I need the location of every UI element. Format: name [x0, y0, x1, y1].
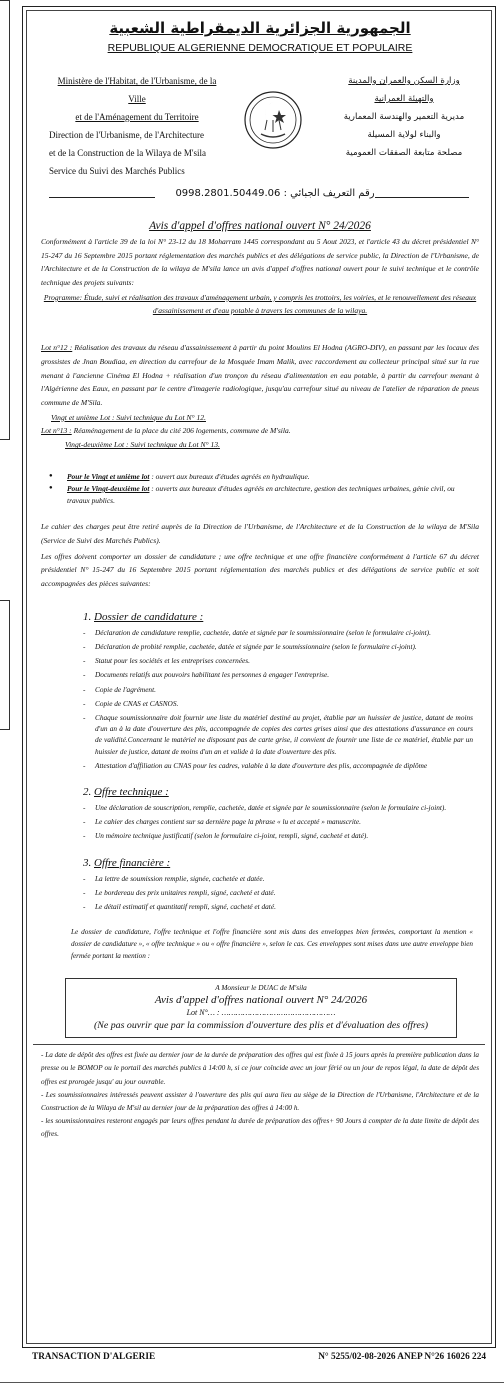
list-item: - Attestation d'affiliation au CNAS pour les cadres, valable à la date d'ouverture des plis, accompagnée de diplôme: [83, 760, 479, 771]
technique-list: [83, 802, 479, 842]
offres-paragraph: Les offres doivent comporter un dossier de candidature ; une offre technique et une offre financière conformément à l'article 67 du décret présidentiel N° 15-247 du 16 Septembre 2015 portant réglementation des marchés publics et des délégations de service public et soit accompagnées des pièces suivantes:: [41, 551, 479, 589]
envelope-label-box: [65, 978, 457, 1038]
divider: [0, 1382, 504, 1383]
adjacent-column-frame: [0, 0, 10, 440]
section-number: 3.: [83, 856, 92, 869]
ministry-fr-line: Service du Suivi des Marchés Publics: [49, 166, 185, 176]
publication-footer: [22, 1352, 496, 1368]
adjacent-column-frame-lower: [0, 600, 10, 730]
box-lot: Lot N°… : …………………………………………: [186, 1008, 336, 1018]
lot-12-paragraph: [41, 341, 479, 410]
ministry-fr-line: et de l'Aménagement du Territoire: [75, 112, 199, 122]
list-item: [49, 483, 479, 506]
newspaper-name: TRANSACTION D'ALGERIE: [32, 1352, 156, 1362]
lot-22-follow: Vingt-deuxième Lot : Suivi technique du Lot N° 13.: [65, 440, 220, 450]
list-item: - Déclaration de candidature remplie, cachetée, datée et signée par le soumissionnaire (selon le formulaire ci-joint).: [83, 627, 479, 638]
list-item: - Déclaration de probité remplie, cachetée, datée et signée par le soumissionnaire (selon le formulaire ci-joint).: [83, 641, 479, 652]
cahier-paragraph: Le cahier des charges peut être retiré auprès de la Direction de l'Urbanisme, de l'Architecture et de la Construction de la wilaya de M'Sila (Service de Suivi des Marchés Publics).: [41, 522, 479, 545]
arabic-republic-title: الجمهورية الجزائرية الديمقراطية الشعبية: [109, 19, 411, 37]
list-item: - Le détail estimatif et quantitatif rempli, signé, cacheté et daté.: [83, 901, 479, 912]
section-title: [83, 786, 479, 798]
list-item: - Le cahier des charges contient sur sa dernière page la phrase « lu et accepté » manuscrite.: [83, 816, 479, 827]
list-item: - Un mémoire technique justificatif (selon le formulaire ci-joint, rempli, signé, cacheté et daté).: [83, 830, 479, 841]
lot-13-label: Lot n°13 :: [41, 425, 72, 435]
section-number: 2.: [83, 785, 92, 798]
notice-inner-frame: [26, 10, 492, 1344]
fiscal-id-row: [41, 186, 479, 208]
lot-12-text: Réalisation des travaux du réseau d'assainissement à partir du point Moulins El Hodna (AGRO-DIV), en passant par les locaux des grossistes de Jnan Boudiaa, en direction du carrefour de la Mosquée Imam Malik, avec raccordement au collecteur principal situé sur la rue menant à l'ancienne Cinéma El Hodna + réalisation d'un tronçon du réseau d'alimentation en eau potable, à partir du carrefour menant à l'Algérienne des Eaux, en passant par le centre d'imagerie radiologique, jusqu'au carrefour situé au niveau de l'atelier de réparation de pneus commune de M'Sila.: [41, 343, 479, 408]
list-item: - Le bordereau des prix unitaires rempli, signé, cacheté et daté.: [83, 887, 479, 898]
financiere-list: [83, 873, 479, 913]
list-item: [49, 471, 479, 483]
divider: [33, 1044, 485, 1045]
bullet-text: : ouverts aux bureaux d'études agréés en architecture, gestion des techniques urbaines, génie civil, ou travaux publics.: [67, 484, 455, 505]
list-item: - Documents relatifs aux pouvoirs habilitant les personnes à engager l'entreprise.: [83, 669, 479, 680]
envelope-paragraph: Le dossier de candidature, l'offre technique et l'offre financière sont mis dans des enveloppes bien fermées, comportant la mention « dossier de candidature », « offre technique » ou « offre financière », selon le cas. Ces enveloppes sont mises dans une autre enveloppe bien fermée portant la mention :: [71, 928, 473, 961]
divider: [49, 197, 155, 198]
section-title: [83, 857, 479, 869]
ministry-ar-line: مصلحة متابعة الصفقات العمومية: [345, 148, 463, 158]
programme-text: Programme: Étude, suivi et réalisation des travaux d'aménagement urbain, y compris les trottoirs, les voiries, et le renouvellement des réseaux d'assainissement et d'eau potable à travers les communes de la wilaya.: [43, 292, 477, 316]
bullet-label: Pour le Vingt et unième lot: [67, 472, 150, 482]
divider: [375, 197, 469, 198]
lot-21-follow: Vingt et unième Lot : Suivi technique du Lot N° 12.: [51, 412, 206, 422]
lot-13-text: Réaménagement de la place du cité 206 logements, commune de M'sila.: [73, 425, 291, 435]
publication-reference: N° 5255/02-08-2026 ANEP N°26 16026 224: [318, 1352, 486, 1362]
list-item: - Une déclaration de souscription, remplie, cachetée, datée et signée par le soumissionnaire (selon le formulaire ci-joint).: [83, 802, 479, 813]
ministry-french: [49, 72, 225, 180]
notes-block: [41, 1049, 479, 1141]
section-label: Dossier de candidature :: [94, 610, 204, 623]
ministry-ar-line: مديرية التعمير والهندسة المعمارية: [343, 112, 465, 122]
intro-paragraph: Conformément à l'article 39 de la loi N° 23-12 du 18 Moharram 1445 correspondant au 5 Aout 2023, et l'article 43 du décret présidentiel N° 15-247 du 16 Septembre 2015 portant réglementation des marchés publics et des délégations de service public, la Direction de l'Urbanisme, de l'Architecture et de la Construction de la wilaya de M'sila lance un avis d'appel d'offres national ouvert pour le suivi technique et le contrôle technique des projets suivants:: [41, 237, 479, 288]
box-title: Avis d'appel d'offres national ouvert N° 24/2026: [154, 994, 368, 1007]
ministry-fr-line: et de la Construction de la Wilaya de M'sila: [49, 148, 207, 158]
lot-12-label: Lot n°12 :: [41, 343, 73, 353]
ministry-arabic: [329, 72, 479, 162]
section-number: 1.: [83, 610, 92, 623]
section-title: [83, 611, 479, 623]
note-paragraph: - La date de dépôt des offres est fixée au dernier jour de la durée de préparation des offres qui est fixée à 15 jours après la première publication dans la presse ou le BOMOP ou le portail des marchés publics à 14:00 h, si ce jour coïncide avec un jour férié ou un jour de repos légal, la date de dépôt des offres est prorogée jusqu' au jour ouvrable.: [41, 1051, 479, 1086]
list-item: - Chaque soumissionnaire doit fournir une liste du matériel destiné au projet, établie par un huissier de justice, datant de moins d'un an à la date d'ouverture des plis, accompagnée de copies des cartes grises ainsi que des attestations d'assurance en cours de validité.Concernant le matériel ne disposant pas de carte grise, il convient de fournir une liste de ce matériel, établie par un huissier de justice, datant de moins d'un an et valide à la date d'ouverture des plis.: [83, 712, 479, 757]
note-paragraph: - les soumissionnaires resteront engagés par leurs offres pendant la durée de préparation des offres+ 90 Jours à compter de la date limite de dépôt des offres.: [41, 1117, 479, 1139]
fiscal-id: رقم التعريف الجبائي : 0998.2801.50449.06: [175, 188, 375, 199]
notice-frame: [22, 6, 496, 1348]
french-republic-title: REPUBLIQUE ALGERIENNE DEMOCRATIQUE ET POPULAIRE: [107, 42, 413, 54]
list-item: - Copie de CNAS et CASNOS.: [83, 698, 479, 709]
eligibility-list: [49, 471, 479, 506]
ministry-ar-line: والبناء لولاية المسيلة: [367, 130, 441, 140]
list-item: - Statut pour les sociétés et les entreprises concernées.: [83, 655, 479, 666]
ministry-fr-line: Direction de l'Urbanisme, de l'Architecture: [49, 130, 204, 140]
lot-13-paragraph: [41, 424, 479, 438]
list-item: - Copie de l'agrément.: [83, 684, 479, 695]
left-column-edge: [0, 0, 14, 1389]
box-warning: (Ne pas ouvrir que par la commission d'ouverture des plis et d'évaluation des offres): [94, 1020, 428, 1032]
section-label: Offre technique :: [94, 785, 169, 798]
note-paragraph: - Les soumissionnaires intéressés peuvent assister à l'ouverture des plis qui aura lieu au siège de la Direction de l'Urbanisme, l'Architecture et de la Construction de la Wilaya de M'sil au dernier jour de la préparation des offres à 14:00 h.: [41, 1090, 479, 1112]
bullet-text: : ouvert aux bureaux d'études agréés en hydraulique.: [151, 472, 310, 482]
box-recipient: A Monsieur le DUAC de M'sila: [215, 983, 307, 993]
ministry-block: [41, 72, 479, 186]
list-item: - La lettre de soumission remplie, signée, cachetée et datée.: [83, 873, 479, 884]
section-label: Offre financière :: [94, 856, 171, 869]
ministry-fr-line: Ministère de l'Habitat, de l'Urbanisme, de la Ville: [57, 76, 217, 104]
notice-title: Avis d'appel d'offres national ouvert N° 24/2026: [149, 220, 371, 232]
dossier-list: [83, 627, 479, 771]
ministry-ar-line: والتهيئة العمرانية: [374, 94, 434, 104]
bullet-label: Pour le Vingt-deuxième lot: [67, 484, 150, 494]
ministry-ar-line: وزارة السكن والعمران والمدينة: [348, 76, 460, 86]
algeria-emblem-icon: [243, 90, 303, 150]
